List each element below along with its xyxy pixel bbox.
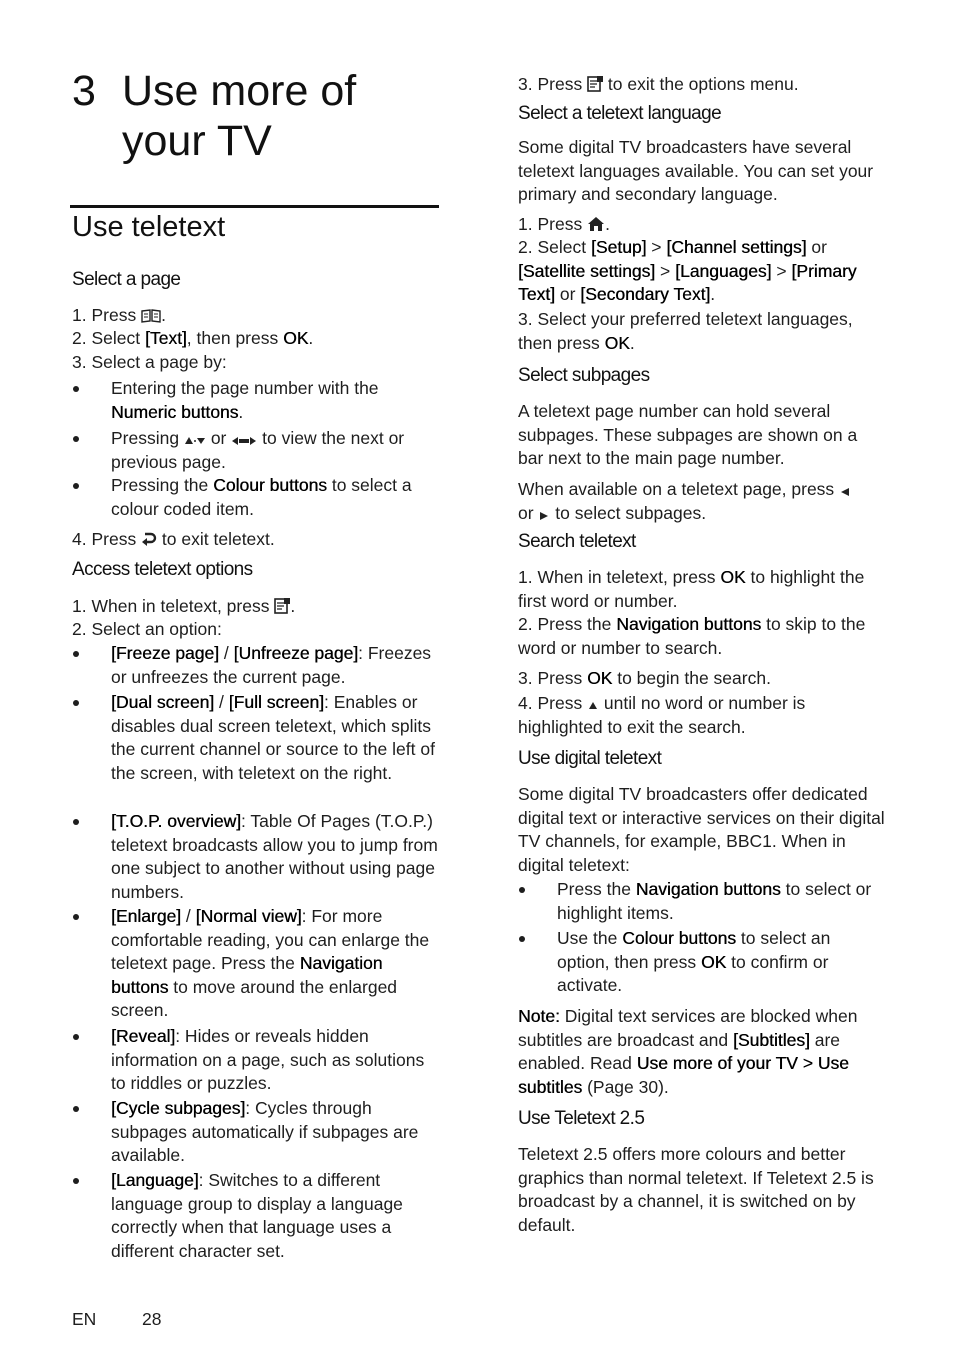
teletext-language-step-2: 2. Select [Setup] > [Channel settings] or [Satellite settings] > [Languages] > [Primary Text] or [Secondary Text]. — [518, 237, 857, 304]
list-item: [Dual screen] / [Full screen]: Enables or disables dual screen teletext, which splits the current channel or source to the left of the screen, with teletext on the right. — [111, 692, 435, 783]
teletext-book-icon — [141, 309, 161, 323]
list-item: [Language]: Switches to a different language group to display a language correctly when that language uses a different character set. — [111, 1170, 403, 1261]
previous-next-icon — [231, 434, 257, 446]
note: Note: Digital text services are blocked when subtitles are broadcast and [Subtitles] are enabled. Read Use more of your TV > Use subtitles (Page 30). — [518, 1006, 858, 1097]
channel-up-down-icon — [184, 434, 206, 446]
select-page-step-2: 2. Select [Text], then press OK. — [72, 328, 314, 348]
back-arrow-icon — [141, 531, 157, 547]
teletext-language-intro: Some digital TV broadcasters have several teletext languages available. You can set your primary and secondary language. — [518, 137, 874, 204]
right-arrow-icon — [538, 509, 550, 521]
subpages-paragraph-2: When available on a teletext page, press or to select subpages. — [518, 478, 886, 525]
list-item: Entering the page number with the Numeric buttons. — [111, 378, 379, 422]
digital-teletext-intro: Some digital TV broadcasters offer dedicated digital text or interactive services on their digital TV channels, for example, BBC1. When in digital teletext: — [518, 784, 885, 875]
teletext-language-step-1: 1. Press . — [518, 214, 610, 234]
list-item: [Freeze page] / [Unfreeze page]: Freezes or unfreezes the current page. — [111, 643, 432, 687]
chapter-title — [122, 66, 442, 166]
subheading-teletext-25: Use Teletext 2.5 — [518, 1108, 645, 1129]
subheading-search: Search teletext — [518, 531, 636, 552]
cross-reference-link[interactable]: Use more of your TV > Use subtitles — [518, 1053, 849, 1097]
subheading-subpages: Select subpages — [518, 365, 650, 386]
home-icon — [587, 216, 605, 232]
select-page-step-1: 1. Press . — [72, 305, 166, 325]
list-item: [T.O.P. overview]: Table Of Pages (T.O.P.) teletext broadcasts allow you to jump from one subject to another without using page numbers. — [111, 811, 438, 902]
select-page-step-3: 3. Select a page by: — [72, 352, 227, 372]
subheading-digital-teletext: Use digital teletext — [518, 748, 662, 769]
chapter-title-line1: Use more of — [122, 67, 357, 115]
search-step-2: 2. Press the Navigation buttons to skip to the word or number to search. — [518, 614, 866, 658]
subheading-teletext-language: Select a teletext language — [518, 103, 722, 124]
search-step-1: 1. When in teletext, press OK to highlight the first word or number. — [518, 567, 865, 611]
list-item: [Reveal]: Hides or reveals hidden information on a page, such as solutions to riddles or puzzles. — [111, 1026, 425, 1093]
up-arrow-icon — [587, 699, 599, 711]
page-number: 28 — [142, 1309, 162, 1329]
section-title: Use teletext — [72, 211, 226, 243]
section-rule — [70, 205, 439, 208]
chapter-title-line2: your TV — [122, 117, 272, 165]
teletext-25-paragraph: Teletext 2.5 offers more colours and better graphics than normal teletext. If Teletext 2.5 is broadcast by a channel, it is switched on by default. — [518, 1144, 874, 1235]
subpages-paragraph-1: A teletext page number can hold several subpages. These subpages are shown on a bar next to the main page number. — [518, 401, 858, 468]
list-item: Press the Navigation buttons to select or highlight items. — [557, 879, 872, 923]
search-step-4: 4. Press until no word or number is highlighted to exit the search. — [518, 693, 806, 737]
access-options-step-2: 2. Select an option: — [72, 619, 222, 639]
list-item: Pressing the Colour buttons to select a colour coded item. — [111, 475, 412, 519]
subheading-select-page: Select a page — [72, 269, 181, 290]
list-item: [Enlarge] / [Normal view]: For more comfortable reading, you can enlarge the teletext page. Press the Navigation buttons to move around the enlarged screen. — [111, 906, 430, 1020]
list-item: Pressing or to view the next or previous page. — [111, 428, 405, 472]
teletext-language-step-3: 3. Select your preferred teletext languages, then press OK. — [518, 309, 853, 353]
list-item: [Cycle subpages]: Cycles through subpages automatically if subpages are available. — [111, 1098, 419, 1165]
access-options-step-1: 1. When in teletext, press . — [72, 596, 296, 616]
chapter-number: 3 — [72, 67, 96, 115]
search-step-3: 3. Press OK to begin the search. — [518, 668, 771, 688]
options-icon — [587, 76, 603, 92]
options-icon — [274, 598, 290, 614]
left-arrow-icon — [839, 485, 851, 497]
footer-language: EN — [72, 1309, 97, 1329]
subheading-access-options: Access teletext options — [72, 559, 253, 580]
access-options-step-3: 3. Press to exit the options menu. — [518, 74, 799, 94]
list-item: Use the Colour buttons to select an option, then press OK to confirm or activate. — [557, 928, 831, 995]
select-page-step-4: 4. Press to exit teletext. — [72, 529, 275, 549]
